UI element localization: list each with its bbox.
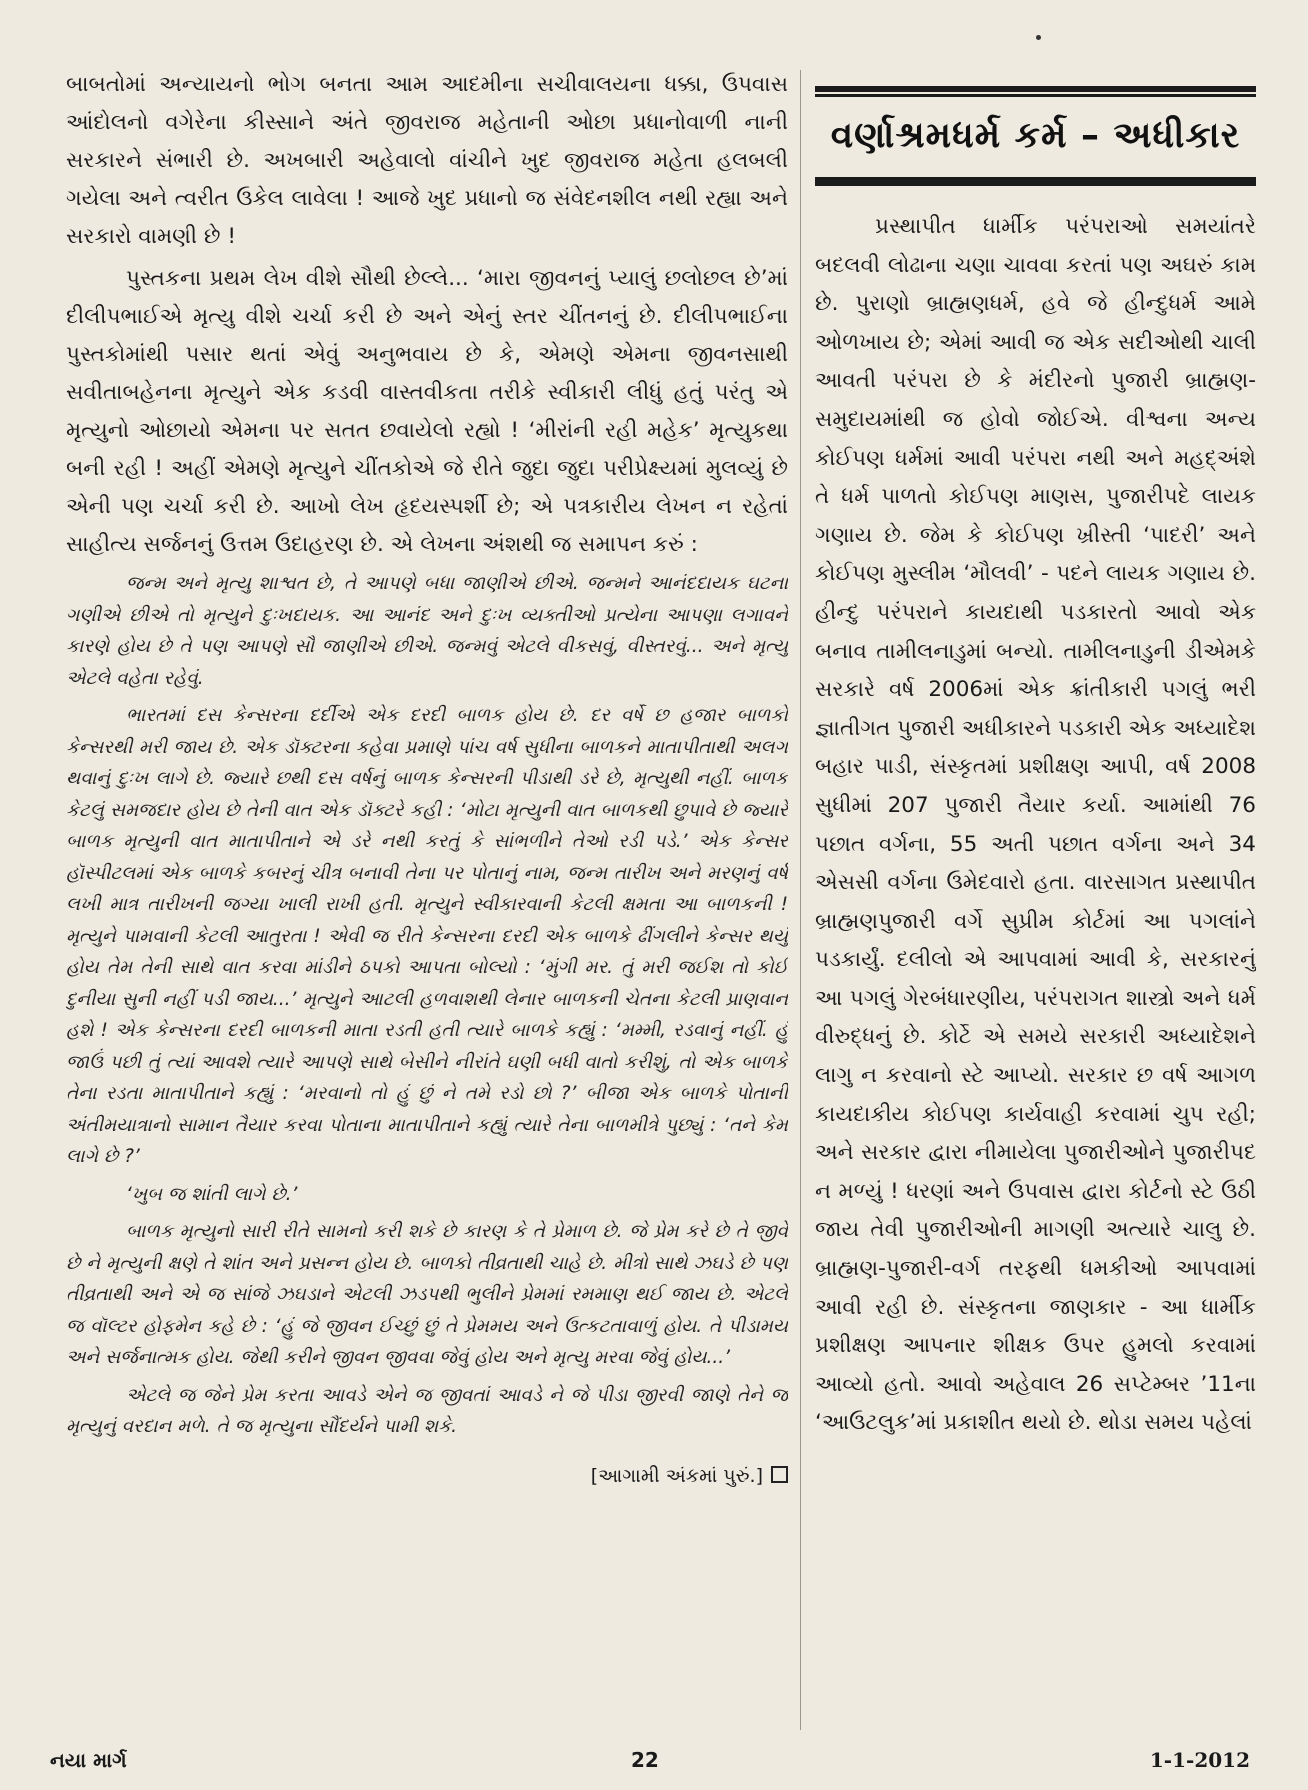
title-rule-top (815, 86, 1256, 92)
column-divider (800, 70, 801, 1730)
page-footer (0, 1748, 1308, 1790)
quoted-passage: એટલે જ જેને પ્રેમ કરતા આવડે એને જ જીવતાં આવડે ને જે પીડા જીરવી જાણે તેને જ મૃત્યુનું વરદાન મળે. તે જ મૃત્યુના સૌંદર્યને પામી શકે. (66, 1384, 788, 1437)
article-title: વર્ણાશ્રમધર્મ કર્મ – અધીકાર (830, 115, 1241, 156)
article-paragraph: બાબતોમાં અન્યાયનો ભોગ બનતા આમ આદમીના સચીવાલયના ધક્કા, ઉપવાસ આંદોલનો વગેરેના કીસ્સાને અંતે જીવરાજ મહેતાની ઓછા પ્રધાનોવાળી નાની સરકારને સંભારી છે. અખબારી અહેવાલો વાંચીને ખુદ જીવરાજ મહેતા હલબલી ગયેલા અને ત્વરીત ઉકેલ લાવેલા ! આજે ખુદ પ્રધાનો જ સંવેદનશીલ નથી રહ્યા અને સરકારો વામણી છે ! (66, 72, 788, 249)
quoted-passage: જન્મ અને મૃત્યુ શાશ્વત છે, તે આપણે બધા જાણીએ છીએ. જન્મને આનંદદાયક ઘટના ગણીએ છીએ તો મૃત્યુને દુઃખદાયક. આ આનંદ અને દુઃખ વ્યક્તીઓ પ્રત્યેના આપણા લગાવને કારણે હોય છે તે પણ આપણે સૌ જાણીએ છીએ. જન્મવું એટલે વીકસવું, વીસ્તરવું... અને મૃત્યુ એટલે વહેતા રહેવું. (66, 573, 788, 689)
right-column (815, 66, 1256, 1731)
continued-text: [આગામી અંકમાં પુરું.] (590, 1464, 763, 1487)
print-speck (1036, 35, 1041, 40)
article-title-block (815, 76, 1256, 196)
quoted-passage: ‘ખુબ જ શાંતી લાગે છે.’ (126, 1183, 298, 1205)
end-mark-icon (771, 1466, 788, 1483)
page-number: 22 (631, 1748, 659, 1772)
issue-date: 1-1-2012 (1149, 1748, 1250, 1772)
quoted-passage: બાળક મૃત્યુનો સારી રીતે સામનો કરી શકે છે કારણ કે તે પ્રેમાળ છે. જે પ્રેમ કરે છે તે જીવે છે ને મૃત્યુની ક્ષણે તે શાંત અને પ્રસન્ન હોય છે. બાળકો તીવ્રતાથી ચાહે છે. મીત્રો સાથે ઝઘડે છે પણ તીવ્રતાથી અને એ જ સાંજે ઝઘડાને એટલી ઝડપથી ભુલીને પ્રેમમાં રમમાણ થઈ જાય છે. એટલે જ વૉલ્ટર હોફમેન કહે છે : ‘હું જે જીવન ઈચ્છું છું તે પ્રેમમય અને ઉત્કટતાવાળું હોય. તે પીડામય અને સર્જનાત્મક હોય. જેથી કરીને જીવન જીવવા જેવું હોય અને મૃત્યુ મરવા જેવું હોય...’ (66, 1221, 788, 1368)
left-column (66, 66, 788, 1696)
article-paragraph: પુસ્તકના પ્રથમ લેખ વીશે સૌથી છેલ્લે... ‘મારા જીવનનું પ્યાલું છલોછલ છે’માં દીલીપભાઈએ મૃત્યુ વીશે ચર્ચા કરી છે અને એનું સ્તર ચીંતનનું છે. દીલીપભાઈના પુસ્તકોમાંથી પસાર થતાં એવું અનુભવાય છે કે, એમણે એમના જીવનસાથી સવીતાબહેનના મૃત્યુને એક કડવી વાસ્તવીકતા તરીકે સ્વીકારી લીધું હતું પરંતુ એ મૃત્યુનો ઓછાયો એમના પર સતત છવાયેલો રહ્યો ! ‘મીરાંની રહી મહેક’ મૃત્યુકથા બની રહી ! અહીં એમણે મૃત્યુને ચીંતકોએ જે રીતે જુદા જુદા પરીપ્રેક્ષ્યમાં મુલવ્યું છે એની પણ ચર્ચા કરી છે. આખો લેખ હૃદયસ્પર્શી છે; એ પત્રકારીય લેખન ન રહેતાં સાહીત્ય સર્જનનું ઉત્તમ ઉદાહરણ છે. એ લેખના અંશથી જ સમાપન કરું : (66, 266, 788, 557)
magazine-name: નયા માર્ગ (50, 1748, 127, 1772)
title-rule-bottom (815, 180, 1256, 186)
article-body: પ્રસ્થાપીત ધાર્મીક પરંપરાઓ સમયાંતરે બદલવી લોઢાના ચણા ચાવવા કરતાં પણ અઘરું કામ છે. પુરાણો બ્રાહ્મણધર્મ, હવે જે હીન્દુધર્મ આમે ઓળખાય છે; એમાં આવી જ એક સદીઓથી ચાલી આવતી પરંપરા છે કે મંદીરનો પુજારી બ્રાહ્મણ-સમુદાયમાંથી જ હોવો જોઈએ. વીશ્વના અન્ય કોઈપણ ધર્મમાં આવી પરંપરા નથી અને મહદ્અંશે તે ધર્મ પાળતો કોઈપણ માણસ, પુજારીપદે લાયક ગણાય છે. જેમ કે કોઈપણ ખ્રીસ્તી ‘પાદરી’ અને કોઈપણ મુસ્લીમ ‘મૌલવી’ - પદને લાયક ગણાય છે. હીન્દુ પરંપરાને કાયદાથી પડકારતો આવો એક બનાવ તામીલનાડુમાં બન્યો. તામીલનાડુની ડીએમકે સરકારે વર્ષ 2006માં એક ક્રાંતીકારી પગલું ભરી જ્ઞાતીગત પુજારી અધીકારને પડકારી એક અધ્યાદેશ બહાર પાડી, સંસ્કૃતમાં પ્રશીક્ષણ આપી, વર્ષ 2008 સુધીમાં 207 પુજારી તૈયાર કર્યા. આમાંથી 76 પછાત વર્ગના, 55 અતી પછાત વર્ગના અને 34 એસસી વર્ગના ઉમેદવારો હતા. વારસાગત પ્રસ્થાપીત બ્રાહ્મણપુજારી વર્ગે સુપ્રીમ કોર્ટમાં આ પગલાંને પડકાર્યું. દલીલો એ આપવામાં આવી કે, સરકારનું આ પગલું ગેરબંધારણીય, પરંપરાગત શાસ્ત્રો અને ધર્મ વીરુદ્ધનું છે. કોર્ટે એ સમયે સરકારી અધ્યાદેશને લાગુ ન કરવાનો સ્ટે આપ્યો. સરકાર છ વર્ષ આગળ કાયદાકીય કોઈપણ કાર્યવાહી કરવામાં ચુપ રહી; અને સરકાર દ્વારા નીમાયેલા પુજારીઓને પુજારીપદ ન મળ્યું ! ધરણાં અને ઉપવાસ દ્વારા કોર્ટનો સ્ટે ઉઠી જાય તેવી પુજારીઓની માગણી અત્યારે ચાલુ છે. બ્રાહ્મણ-પુજારી-વર્ગ તરફથી ધમકીઓ આપવામાં આવી રહી છે. સંસ્કૃતના જાણકાર - આ ધાર્મીક પ્રશીક્ષણ આપનાર શીક્ષક ઉપર હુમલો કરવામાં આવ્યો હતો. આવો અહેવાલ 26 સપ્ટેમ્બર ’11ના ‘આઉટલુક’માં પ્રકાશીત થયો છે. થોડા સમય પહેલાં (815, 214, 1256, 1436)
continued-note (66, 1465, 788, 1487)
quoted-passage: ભારતમાં દસ કેન્સરના દર્દીએ એક દરદી બાળક હોય છે. દર વર્ષે છ હજાર બાળકો કેન્સરથી મરી જાય છે. એક ડૉક્ટરના કહેવા પ્રમાણે પાંચ વર્ષ સુધીના બાળકને માતાપીતાથી અલગ થવાનું દુઃખ લાગે છે. જ્યારે છથી દસ વર્ષનું બાળક કેન્સરની પીડાથી ડરે છે, મૃત્યુથી નહીં. બાળક કેટલું સમજદાર હોય છે તેની વાત એક ડૉક્ટરે કહી : ‘મોટા મૃત્યુની વાત બાળકથી છુપાવે છે જ્યારે બાળક મૃત્યુની વાત માતાપીતાને એ ડરે નથી કરતું કે સાંભળીને તેઓ રડી પડે.’ એક કેન્સર હૉસ્પીટલમાં એક બાળકે કબરનું ચીત્ર બનાવી તેના પર પોતાનું નામ, જન્મ તારીખ અને મરણનું વર્ષ લખી માત્ર તારીખની જગ્યા ખાલી રાખી હતી. મૃત્યુને સ્વીકારવાની કેટલી ક્ષમતા આ બાળકની ! મૃત્યુને પામવાની કેટલી આતુરતા ! એવી જ રીતે કેન્સરના દરદી એક બાળકે ઢીંગલીને કેન્સર થયું હોય તેમ તેની સાથે વાત કરવા માંડીને ઠપકો આપતા બોલ્યો : ‘મુંગી મર. તું મરી જઈશ તો કોઈ દુનીયા સુની નહીં પડી જાય...’ મૃત્યુને આટલી હળવાશથી લેનાર બાળકની ચેતના કેટલી પ્રાણવાન હશે ! એક કેન્સરના દરદી બાળકની માતા રડતી હતી ત્યારે બાળકે કહ્યું : ‘મમ્મી, રડવાનું નહીં. હું જાઉં પછી તું ત્યાં આવશે ત્યારે આપણે સાથે બેસીને નીરાંતે ઘણી બધી વાતો કરીશું, તો એક બાળકે તેના રડતા માતાપીતાને કહ્યું : ‘મરવાનો તો હું છું ને તમે રડો છો ?’ બીજા એક બાળકે પોતાની અંતીમયાત્રાનો સામાન તૈયાર કરવા પોતાના માતાપીતાને કહ્યું ત્યારે તેના બાળમીત્રે પુછ્યું : ‘તને કેમ લાગે છે ?’ (66, 705, 788, 1167)
